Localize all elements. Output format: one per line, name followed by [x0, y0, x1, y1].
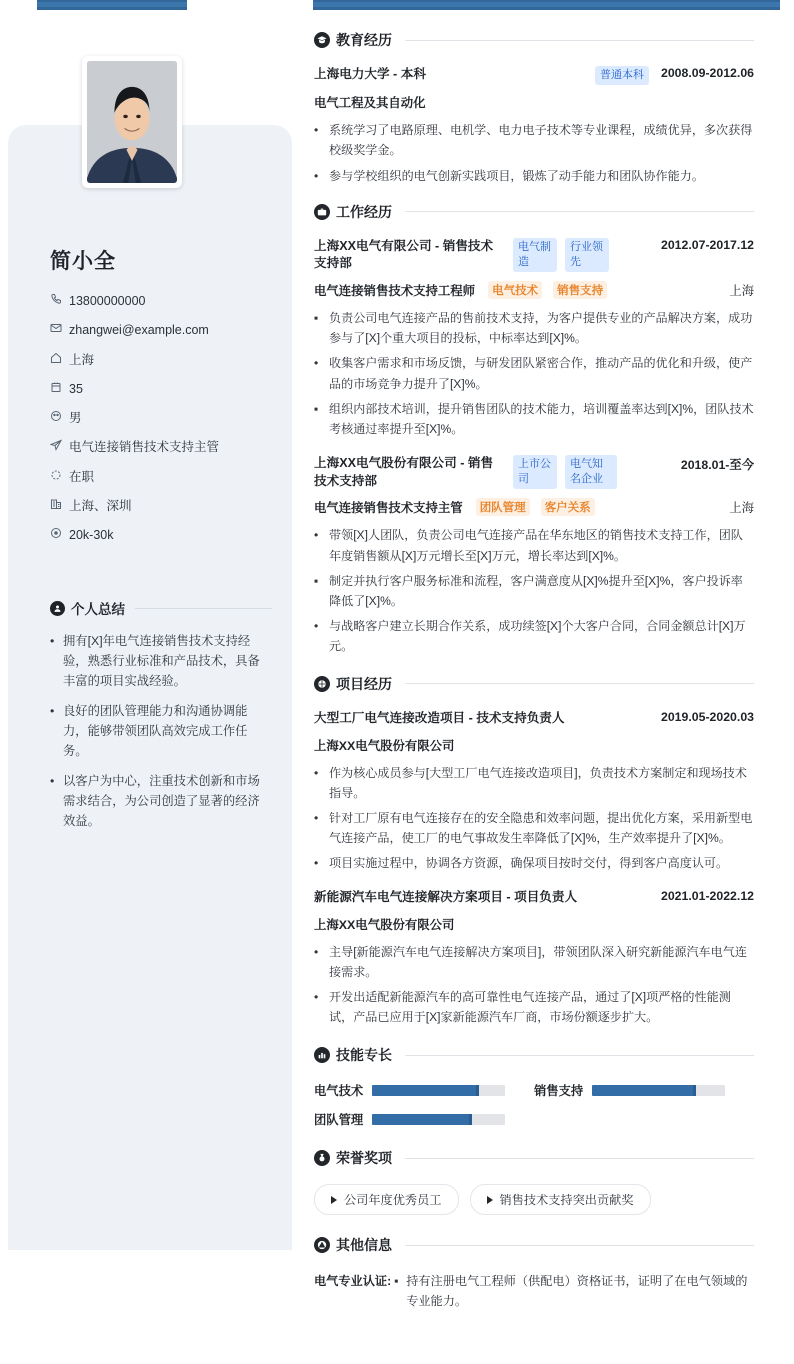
skill-label: 团队管理	[314, 1113, 364, 1128]
list-item: • 针对工厂原有电气连接存在的安全隐患和效率问题，提出优化方案，采用新型电气连接产品，使工厂的电气事故发生率降低了[X]%，生产效率提升了[X]%。	[314, 810, 753, 845]
section-header	[314, 1235, 754, 1255]
award-label: 公司年度优秀员工	[344, 1193, 442, 1208]
award-list	[314, 1184, 754, 1215]
work-entry	[314, 455, 754, 656]
project-company: 上海XX电气股份有限公司	[314, 917, 455, 932]
contact-locations	[50, 498, 272, 514]
section-title: 教育经历	[336, 32, 392, 48]
section-title: 个人总结	[71, 602, 125, 618]
contact-value: 13800000000	[69, 294, 146, 308]
contact-email	[50, 322, 272, 338]
section-title: 项目经历	[336, 675, 392, 692]
avatar	[82, 56, 182, 188]
play-icon	[487, 1196, 493, 1204]
date-range: 2019.05-2020.03	[661, 709, 754, 724]
mail-icon	[50, 322, 69, 334]
skill-tag: 客户关系	[541, 498, 595, 516]
major-name: 电气工程及其自动化	[314, 96, 426, 111]
section-title: 其他信息	[336, 1237, 392, 1254]
contact-list	[50, 293, 272, 543]
company-name: 上海XX电气股份有限公司 - 销售技术支持部	[314, 455, 494, 488]
contact-salary	[50, 527, 272, 543]
avatar-image	[87, 61, 177, 183]
section-other-info	[314, 1235, 754, 1312]
section-header	[314, 1148, 754, 1168]
list-item: • 与战略客户建立长期合作关系，成功续签[X]个大客户合同，合同金额总计[X]万元。	[314, 618, 746, 653]
list-item: • 以客户为中心，注重技术创新和市场需求结合，为公司创造了显著的经济效益。	[50, 773, 260, 828]
calendar-icon	[50, 381, 69, 393]
section-personal-summary	[50, 598, 272, 831]
contact-status	[50, 469, 272, 485]
contact-value: zhangwei@example.com	[69, 323, 209, 338]
section-header	[314, 1045, 754, 1065]
contact-age	[50, 381, 272, 397]
phone-icon	[50, 293, 69, 305]
play-icon	[331, 1196, 337, 1204]
contact-value: 上海	[69, 352, 95, 367]
contact-value: 在职	[69, 469, 95, 484]
skill-progress-fill	[372, 1114, 472, 1125]
list-item: • 拥有[X]年电气连接销售技术支持经验，熟悉行业标准和产品技术，具备丰富的项目实战经验。	[50, 634, 260, 689]
main-content	[300, 0, 794, 1364]
salary-icon	[50, 527, 69, 539]
other-info-row	[314, 1271, 754, 1312]
section-title: 工作经历	[336, 203, 392, 220]
section-projects	[314, 674, 754, 1027]
gender-icon	[50, 410, 69, 422]
list-item: ▪ 负责公司电气连接产品的售前技术支持，为客户提供专业的产品解决方案，成功参与了[X]个重大项目的投标，中标率达到[X]%。	[314, 311, 753, 346]
section-header	[314, 202, 754, 222]
graduation-icon	[314, 32, 330, 48]
project-entry	[314, 889, 754, 1027]
list-item: ▪ 组织内部技术培训，提升销售团队的技术能力，培训覆盖率达到[X]%，团队技术考核通过率提升至[X]%。	[314, 401, 754, 436]
divider	[405, 211, 754, 212]
status-badge: 电气知名企业	[565, 455, 617, 490]
contact-position	[50, 439, 272, 455]
skill-tag: 团队管理	[476, 498, 530, 516]
skill-progress-bar	[592, 1085, 725, 1096]
sidebar	[0, 0, 300, 1364]
project-company: 上海XX电气股份有限公司	[314, 738, 455, 753]
award-chip[interactable]	[470, 1184, 651, 1215]
skill-tag: 电气技术	[488, 281, 542, 299]
user-icon	[50, 601, 65, 616]
work-bullets	[314, 308, 754, 438]
section-awards	[314, 1148, 754, 1215]
list-item: • 主导[新能源汽车电气连接解决方案项目]，带领团队深入研究新能源汽车电气连接需求。	[314, 944, 747, 979]
list-item: • 收集客户需求和市场反馈，与研发团队紧密合作，推动产品的优化和升级，使产品的市场竞争力提升了[X]%。	[314, 356, 753, 391]
contact-value: 20k-30k	[69, 528, 114, 542]
list-item: • 作为核心成员参与[大型工厂电气连接改造项目]，负责技术方案制定和现场技术指导。	[314, 765, 747, 800]
contact-value: 35	[69, 381, 83, 396]
briefcase-icon	[314, 204, 330, 220]
status-badge: 行业领先	[565, 238, 609, 273]
skill-tag: 销售支持	[553, 281, 607, 299]
section-title: 荣誉奖项	[336, 1150, 392, 1167]
divider	[405, 1158, 754, 1159]
status-badge: 普通本科	[595, 66, 649, 85]
list-item: • 带领[X]人团队，负责公司电气连接产品在华东地区的销售技术支持工作，团队年度销售额从[X]万元增长至[X]万元，增长率达到[X]%。	[314, 528, 743, 563]
education-bullets	[314, 120, 754, 185]
date-range: 2021.01-2022.12	[661, 889, 754, 904]
section-education	[314, 30, 754, 186]
home-icon	[50, 352, 69, 364]
job-location: 上海	[729, 284, 754, 299]
send-icon	[50, 439, 69, 451]
divider	[405, 1245, 754, 1246]
project-bullets	[314, 763, 754, 873]
date-range: 2008.09-2012.06	[661, 66, 754, 80]
status-badge: 上市公司	[513, 455, 557, 490]
section-title: 技能专长	[336, 1047, 392, 1064]
section-header	[314, 30, 754, 50]
medal-icon	[314, 1150, 330, 1166]
education-entry	[314, 66, 754, 186]
section-header	[50, 598, 272, 618]
skill-progress-bar	[372, 1114, 505, 1125]
section-skills	[314, 1045, 754, 1128]
work-entry	[314, 238, 754, 439]
skill-progress-fill	[592, 1085, 696, 1096]
school-name: 上海电力大学 - 本科	[314, 67, 426, 81]
project-entry	[314, 710, 754, 873]
contact-gender	[50, 410, 272, 426]
award-label: 销售技术支持突出贡献奖	[499, 1193, 634, 1208]
divider	[405, 40, 754, 41]
list-item: • 参与学校组织的电气创新实践项目，锻炼了动手能力和团队协作能力。	[314, 168, 704, 183]
project-bullets	[314, 942, 754, 1027]
date-range: 2012.07-2017.12	[661, 237, 754, 252]
section-header	[314, 674, 754, 694]
skill-label: 销售支持	[534, 1084, 584, 1099]
section-work-experience	[314, 202, 754, 656]
contact-value: 上海、深圳	[69, 498, 132, 513]
job-title: 电气连接销售技术支持工程师	[314, 284, 476, 299]
contact-value: 电气连接销售技术支持主管	[69, 440, 220, 455]
list-item: • 开发出适配新能源汽车的高可靠性电气连接产品，通过了[X]项严格的性能测试，产品已应用于[X]家新能源汽车厂商，市场份额逐步扩大。	[314, 990, 731, 1025]
building-icon	[50, 498, 69, 510]
skill-progress-bar	[372, 1085, 505, 1096]
skill-item	[314, 1110, 534, 1128]
job-location: 上海	[729, 501, 754, 516]
list-item: ▪ 制定并执行客户服务标准和流程，客户满意度从[X]%提升至[X]%，客户投诉率降低了[X]%。	[314, 573, 743, 608]
list-item: • 良好的团队管理能力和沟通协调能力，能够带领团队高效完成工作任务。	[50, 703, 248, 758]
divider	[405, 1055, 754, 1056]
contact-phone	[50, 293, 272, 309]
divider	[135, 608, 272, 609]
skill-progress-fill	[372, 1085, 478, 1096]
job-title: 电气连接销售技术支持主管	[314, 501, 463, 516]
work-bullets	[314, 525, 754, 655]
skill-item	[314, 1081, 534, 1099]
page-title: 简小全	[50, 250, 116, 273]
project-name: 新能源汽车电气连接解决方案项目 - 项目负责人	[314, 890, 578, 905]
contact-city	[50, 352, 272, 368]
grid-icon	[314, 676, 330, 692]
award-chip[interactable]	[314, 1184, 459, 1215]
divider	[405, 683, 754, 684]
other-info-key: 电气专业认证:	[314, 1274, 392, 1289]
date-range: 2018.01-至今	[680, 457, 754, 472]
skill-list	[314, 1081, 754, 1128]
list-item: • 系统学习了电路原理、电机学、电力电子技术等专业课程，成绩优异，多次获得校级奖学金。	[314, 123, 753, 158]
skill-item	[534, 1081, 754, 1099]
chart-icon	[314, 1047, 330, 1063]
contact-value: 男	[69, 411, 82, 425]
bullet-icon: ▪	[394, 1274, 399, 1289]
other-info-value: 持有注册电气工程师（供配电）资格证书，证明了在电气领域的专业能力。	[406, 1274, 748, 1309]
project-name: 大型工厂电气连接改造项目 - 技术支持负责人	[314, 710, 565, 725]
status-icon	[50, 469, 69, 481]
info-icon	[314, 1237, 330, 1253]
status-badge: 电气制造	[513, 238, 557, 273]
list-item: • 项目实施过程中，协调各方资源，确保项目按时交付，得到客户高度认可。	[314, 855, 729, 870]
company-name: 上海XX电气有限公司 - 销售技术支持部	[314, 238, 494, 271]
skill-label: 电气技术	[314, 1084, 364, 1099]
